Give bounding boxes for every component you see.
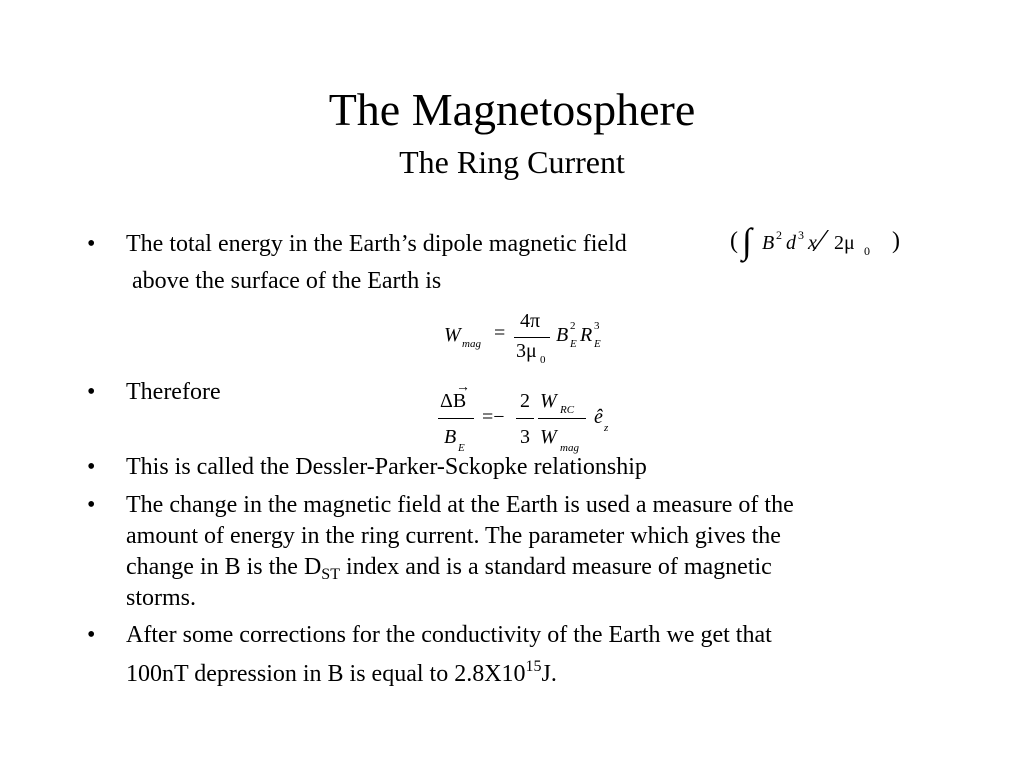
- bullet-5-line-2-pre: 100nT depression in B is equal to 2.8X10: [126, 661, 526, 687]
- dps-right-fraction-bar: [538, 418, 586, 419]
- dps-three: 3: [520, 426, 530, 448]
- eq-mu-sub: 0: [864, 244, 870, 258]
- wmag-b: B: [556, 324, 569, 346]
- bullet-5-line-1: After some corrections for the conductivity of the Earth we get that: [126, 622, 772, 648]
- bullet-marker: •: [87, 492, 96, 518]
- bullet-4-line-1: The change in the magnetic field at the Earth is used a measure of the: [126, 492, 794, 518]
- eq-slash: ⁄: [818, 222, 824, 258]
- wmag-r-sub: E: [594, 338, 601, 350]
- wmag-numerator: 4π: [520, 310, 541, 332]
- eq-d-sup: 3: [798, 228, 804, 242]
- wmag-r: R: [580, 324, 593, 346]
- slide-title: The Magnetosphere: [328, 84, 696, 135]
- dps-mid-fraction-bar: [516, 418, 534, 419]
- dps-be-sub: E: [458, 442, 465, 454]
- wmag-fraction-bar: [514, 337, 550, 338]
- eq-x: x: [808, 232, 817, 254]
- exponent-superscript: 15: [525, 658, 542, 675]
- dps-equals-minus: =−: [482, 406, 505, 428]
- bullet-5-line-2: [126, 651, 926, 690]
- eq-d: d: [786, 232, 796, 254]
- close-paren: ): [892, 228, 900, 254]
- dps-wrc: W: [540, 390, 557, 412]
- dps-vector-arrow: →: [456, 380, 470, 395]
- bullet-marker: •: [87, 379, 96, 405]
- bullet-5-line-2-post: J.: [541, 661, 557, 687]
- bullet-2-text: Therefore: [126, 379, 221, 405]
- bullet-1-line-1: The total energy in the Earth’s dipole magnetic field: [126, 231, 627, 257]
- dps-ez-sub: z: [604, 422, 609, 434]
- dps-ez: ê: [594, 406, 603, 428]
- eq-b: B: [762, 232, 775, 254]
- dps-equation: [438, 380, 628, 458]
- wmag-b-sup: 2: [570, 320, 576, 332]
- dps-wmag: W: [540, 426, 557, 448]
- open-paren: (: [730, 228, 738, 254]
- bullet-marker: •: [87, 454, 96, 480]
- dps-left-fraction-bar: [438, 418, 474, 419]
- bullet-4-line-4: storms.: [126, 585, 197, 611]
- wmag-sub: mag: [462, 338, 481, 350]
- dps-wrc-sub: RC: [560, 404, 575, 416]
- dps-delta-b: ΔB: [440, 390, 467, 412]
- wmag-den-sub: 0: [540, 354, 546, 366]
- bullet-3-text: This is called the Dessler-Parker-Sckopke relationship: [126, 454, 647, 480]
- dst-subscript: ST: [321, 566, 340, 583]
- bullet-1-line-2: above the surface of the Earth is: [132, 268, 442, 294]
- wmag-denominator: 3μ: [516, 340, 537, 362]
- bullet-4-line-3-pre: change in B is the D: [126, 554, 322, 580]
- bullet-marker: •: [87, 231, 96, 257]
- eq-2mu: 2μ: [834, 232, 855, 254]
- dps-be: B: [444, 426, 457, 448]
- wmag-equals: =: [494, 322, 506, 344]
- eq-b-sup: 2: [776, 228, 782, 242]
- bullet-4-line-3-post: index and is a standard measure of magnetic: [339, 554, 772, 580]
- wmag-b-sub: E: [570, 338, 577, 350]
- dps-two: 2: [520, 390, 530, 412]
- wmag-w: W: [444, 324, 461, 346]
- bullet-4-line-2: amount of energy in the ring current. The parameter which gives the: [126, 523, 781, 549]
- dps-wmag-sub: mag: [560, 442, 579, 454]
- wmag-r-sup: 3: [594, 320, 600, 332]
- energy-integral-equation: [730, 222, 910, 266]
- bullet-marker: •: [87, 622, 96, 648]
- integral-sign: ∫: [742, 221, 752, 261]
- wmag-equation: [444, 310, 624, 370]
- slide-subtitle: The Ring Current: [399, 144, 625, 180]
